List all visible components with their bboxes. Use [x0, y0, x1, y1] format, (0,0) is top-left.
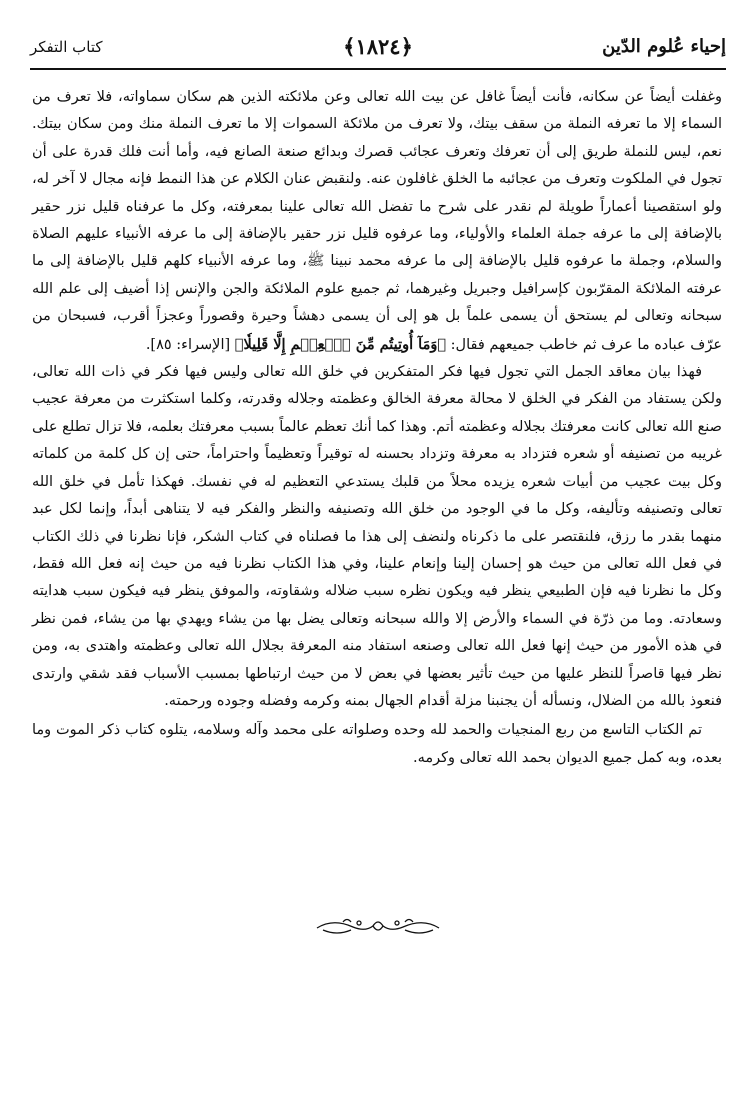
section-title: كتاب التفكر: [30, 38, 103, 56]
verse-reference: [الإسراء: ٨٥].: [145, 336, 231, 353]
page-number: ﴿١٨٢٤﴾: [343, 34, 413, 59]
quran-verse: ﴿وَمَآ أُوتِيتُم مِّنَ ٱلۡعِلۡمِ إِلَّا قَلِيلٗا﴾: [234, 335, 447, 353]
colophon: تم الكتاب التاسع من ربع المنجيات والحمد لله وحده وصلواته على محمد وآله وسلامه، يتلوه كتاب ذكر الموت وما بعده، وبه كمل جميع الديوان بحمد الله تعالى وكرمه.: [32, 722, 722, 766]
paragraph-1: [32, 84, 722, 359]
page-header: [30, 34, 726, 70]
decorative-flourish-icon: [313, 912, 443, 942]
paragraph-2: فهذا بيان معاقد الجمل التي تجول فيها فكر المتفكرين في خلق الله تعالى وليس فيها فكر في ذات الله تعالى، ولكن يستفاد من الفكر في الخلق لا محالة معرفة الخالق وعظمته وجلاله وقدرته، وكلما استكثرت من معرفة عجيب صنع الله تعالى كانت معرفتك بجلاله وعظمته أتم. وهذا كما أنك تعظم عالماً بسبب معرفتك بعلمه، فلا تزال تطلع على غريبه من تصنيفه أو شعره فتزداد به معرفة وتزداد بحسنه له توقيراً وتعظيماً واحتراماً، حتى إن كل كلمة من كلماته وكل بيت عجيب من أبيات شعره يزيده محلاً من قلبك يستدعي التعظيم له في نفسك. فهكذا تأمل في خلق الله تعالى وتصنيفه وتأليفه، وكل ما في الوجود من خلق الله وتصنيفه والنظر والفكر فيه لا يتناهى أبداً، وإنما لكل عبد منهما بقدر ما رزق، فلنقتصر على ما ذكرناه ولنضف إلى هذا ما فصلناه في كتاب الشكر، فإنا نظرنا في ذلك الكتاب في فعل الله تعالى من حيث هو إحسان إلينا وإنعام علينا، وفي هذا الكتاب نظرنا فيه من حيث إنه فعل الله فقط، وكل ما نظرنا فيه فإن الطبيعي ينظر فيه ويكون نظره سبب ضلاله وشقاوته، والموفق ينظر فيه فيكون سبب هدايته وسعادته. وما من ذرّة في السماء والأرض إلا والله سبحانه وتعالى يضل بها من يشاء ويهدي بها من يشاء، فمن نظر في هذه الأمور من حيث إنها فعل الله تعالى وصنعه استفاد منه المعرفة بجلال الله تعالى وعظمته واهتدى به، ومن نظر فيها قاصراً للنظر عليها من حيث تأثير بعضها في بعض لا من حيث ارتباطها بمسبب الأسباب فقد شقي وارتدى فنعوذ بالله من الضلال، ونسأله أن يجنبنا مزلة أقدام الجهال بمنه وكرمه وفضله وجوده ورحمته.: [32, 364, 722, 709]
page-body: [32, 84, 722, 772]
book-title: إحياء عُلوم الدّين: [602, 36, 726, 57]
paragraph-1-text: وغفلت أيضاً عن سكانه، فأنت أيضاً غافل عن بيت الله تعالى وعن ملائكته الذين هم سكان سماواته، فلا تعرف من السماء إلا ما تعرفه النملة من سقف بيتك، ولا تعرف من ملائكة السموات إلا ما تعرف النملة منك ومن سكان بيتك. نعم، ليس للنملة طريق إلى أن تعرفك وتعرف عجائب قصرك وبدائع صنعة الصانع فيه، وأما أنت فلك قدرة على أن تجول في الملكوت وتعرف من عجائبه ما الخلق غافلون عنه. ولنقبض عنان الكلام عن هذا النمط فإنه مجال لا آخر له، ولو استقصينا أعماراً طويلة لم نقدر على شرح ما تفضل الله تعالى علينا بمعرفته، وكل ما عرفناه قليل نزر حقير بالإضافة إلى ما عرفه جملة العلماء والأولياء، وما عرفوه قليل نزر حقير بالإضافة إلى ما عرفه الأنبياء عليهم الصلاة والسلام، وجملة ما عرفوه قليل بالإضافة إلى ما عرفه محمد نبينا ﷺ، وما عرفه الأنبياء كلهم قليل بالإضافة إلى ما عرفته الملائكة المقرّبون كإسرافيل وجبريل وغيرهما، ثم جميع علوم الملائكة والجن والإنس إذا أضيف إلى علم الله سبحانه وتعالى لم يستحق أن يسمى علماً بل هو إلى أن يسمى دهشاً وحيرة وقصوراً وعجزاً أقرب، فسبحان من عرّف عباده ما عرف ثم خاطب جميعهم فقال:: [32, 89, 722, 353]
